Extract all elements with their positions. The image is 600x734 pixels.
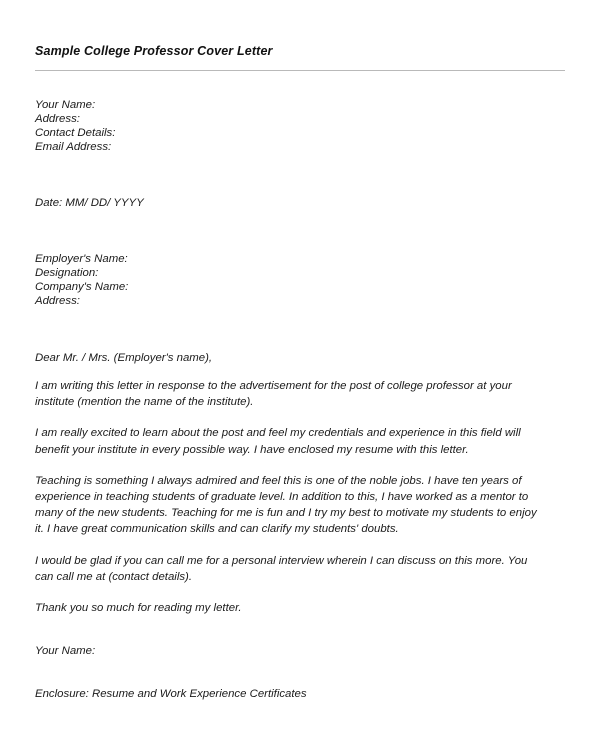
recipient-line-designation: Designation: [35,267,99,279]
sender-line-address: Address: [35,113,80,125]
closing-enclosure-line: Enclosure: Resume and Work Experience Certificates [35,688,307,701]
recipient-line-employer-name: Employer's Name: [35,253,128,265]
letter-body [35,378,545,585]
recipient-line-company-name: Company's Name: [35,281,129,293]
sender-line-contact-details: Contact Details: [35,127,116,139]
date-block [35,196,545,210]
letter-closing [35,600,545,702]
title-divider [35,70,565,71]
date-line: Date: MM/ DD/ YYYY [35,197,144,209]
sender-line-email-address: Email Address: [35,141,112,153]
salutation-block [35,351,545,365]
closing-signature-line: Your Name: [35,645,96,658]
sender-address-block [35,98,545,154]
page-title: Sample College Professor Cover Letter [35,44,273,58]
recipient-address-block [35,252,545,308]
body-paragraph-4: I would be glad if you can call me for a personal interview wherein I can discuss on this more. You can call me at (contact details). [35,554,528,583]
recipient-line-address: Address: [35,295,80,307]
closing-thanks-line: Thank you so much for reading my letter. [35,602,242,615]
salutation-line: Dear Mr. / Mrs. (Employer's name), [35,352,213,364]
body-paragraph-3: Teaching is something I always admired and feel this is one of the noble jobs. I have ten years of experience in teaching students of graduate level. In addition to this, I have worked as a mentor to many of the new students. Teaching for me is fun and I try my best to motivate my students to enjoy it. I have great communication skills and can clarify my students' doubts. [35,474,537,536]
sender-line-your-name: Your Name: [35,99,96,111]
body-paragraph-1: I am writing this letter in response to the advertisement for the post of college professor at your institute (mention the name of the institute). [35,380,512,409]
body-paragraph-2: I am really excited to learn about the post and feel my credentials and experience in this field will benefit your institute in every possible way. I have enclosed my resume with this letter. [35,427,521,456]
